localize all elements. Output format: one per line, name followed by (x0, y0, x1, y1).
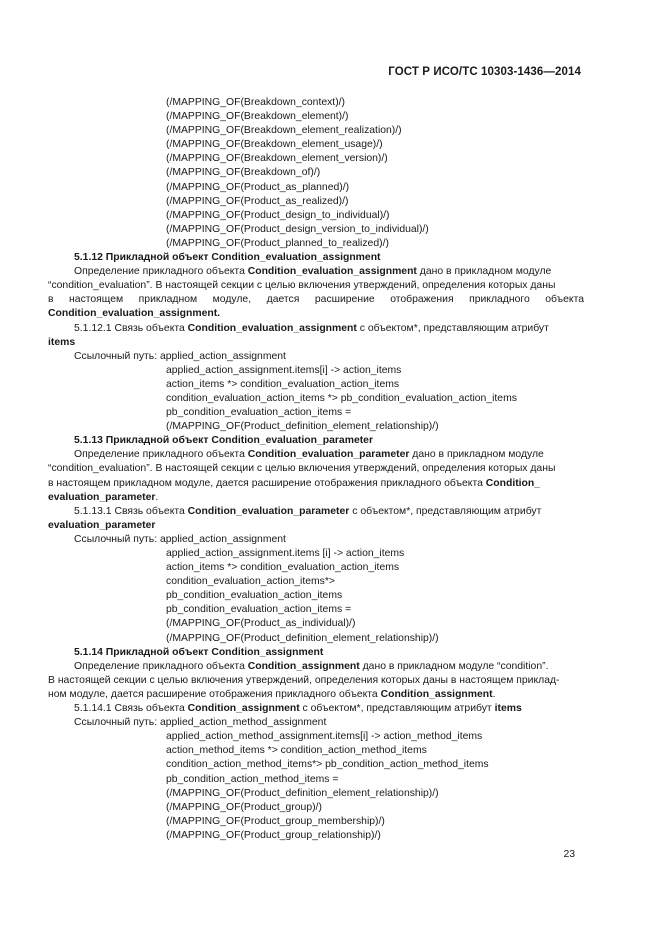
section-heading-5-1-13: 5.1.13 Прикладной объект Condition_evaluation_parameter (74, 435, 374, 447)
paragraph-line: ном модуле, дается расширение отображения прикладного объекта Condition_assignment. (48, 688, 496, 700)
reference-path-line: applied_action_assignment.items[i] -> action_items (166, 364, 402, 376)
paragraph-line: в настоящем прикладном модуле, дается расширение отображения прикладного объекта Condition_ (48, 477, 541, 489)
reference-path-line: (/MAPPING_OF(Product_group_relationship)/) (166, 829, 381, 841)
subsection-attribute: items (48, 336, 76, 348)
mapping-line: (/MAPPING_OF(Product_design_to_individual)/) (166, 209, 390, 221)
mapping-line: (/MAPPING_OF(Breakdown_element_version)/) (166, 153, 388, 165)
mapping-line: (/MAPPING_OF(Product_design_version_to_individual)/) (166, 223, 429, 235)
reference-path-line: Ссылочный путь: applied_action_assignment (74, 533, 286, 545)
section-heading-5-1-12: 5.1.12 Прикладной объект Condition_evaluation_assignment (74, 252, 381, 264)
reference-path-line: condition_evaluation_action_items*> (166, 576, 335, 588)
reference-path-line: condition_action_method_items*> pb_condition_action_method_items (166, 759, 489, 771)
paragraph-line: Определение прикладного объекта Condition_assignment дано в прикладном модуле “condition”. (74, 660, 549, 672)
mapping-line: (/MAPPING_OF(Breakdown_element)/) (166, 111, 349, 123)
paragraph-line: “condition_evaluation”. В настоящей секции с целью включения утверждений, определения которых даны (48, 463, 556, 475)
paragraph-line: Определение прикладного объекта Condition_evaluation_parameter дано в прикладном модуле (74, 449, 544, 461)
reference-path-line: action_items *> condition_evaluation_action_items (166, 562, 400, 574)
paragraph-line: Определение прикладного объекта Condition_evaluation_assignment дано в прикладном модуле (74, 266, 552, 278)
reference-path-line: pb_condition_evaluation_action_items = (166, 407, 352, 419)
page-number: 23 (563, 849, 575, 860)
mapping-line: (/MAPPING_OF(Product_as_realized)/) (166, 195, 349, 207)
paragraph-line: в настоящем прикладном модуле, дается расширение отображения прикладного объекта (48, 294, 584, 306)
reference-path-line: (/MAPPING_OF(Product_definition_element_relationship)/) (166, 421, 439, 433)
subsection-attribute: evaluation_parameter (48, 519, 156, 531)
mapping-line: (/MAPPING_OF(Breakdown_context)/) (166, 97, 346, 108)
reference-path-line: pb_condition_action_method_items = (166, 773, 339, 785)
document-body (48, 96, 584, 843)
reference-path-line: (/MAPPING_OF(Product_definition_element_relationship)/) (166, 787, 439, 799)
reference-path-line: action_method_items *> condition_action_method_items (166, 745, 427, 757)
mapping-line: (/MAPPING_OF(Product_planned_to_realized)/) (166, 237, 389, 249)
reference-path-line: (/MAPPING_OF(Product_as_individual)/) (166, 618, 356, 630)
section-heading-5-1-14: 5.1.14 Прикладной объект Condition_assignment (74, 646, 324, 658)
paragraph-line: “condition_evaluation”. В настоящей секции с целью включения утверждений, определения которых даны (48, 280, 556, 292)
paragraph-line: evaluation_parameter. (48, 491, 159, 503)
reference-path-line: pb_condition_evaluation_action_items (166, 590, 343, 602)
reference-path-line: action_items *> condition_evaluation_action_items (166, 378, 400, 390)
reference-path-line: condition_evaluation_action_items *> pb_condition_evaluation_action_items (166, 392, 517, 404)
subsection-heading-5-1-13-1: 5.1.13.1 Связь объекта Condition_evaluation_parameter с объектом*, представляющим атрибут (74, 505, 542, 517)
mapping-line: (/MAPPING_OF(Product_as_planned)/) (166, 181, 350, 193)
mapping-line: (/MAPPING_OF(Breakdown_element_realization)/) (166, 125, 402, 137)
reference-path-line: applied_action_assignment.items [i] -> action_items (166, 548, 405, 559)
reference-path-line: (/MAPPING_OF(Product_group)/) (166, 801, 322, 813)
reference-path-line: pb_condition_evaluation_action_items = (166, 604, 352, 616)
document-header: ГОСТ Р ИСО/ТС 10303-1436—2014 (388, 66, 581, 78)
subsection-heading-5-1-12-1: 5.1.12.1 Связь объекта Condition_evaluation_assignment с объектом*, представляющим атрибут (74, 322, 549, 334)
mapping-line: (/MAPPING_OF(Breakdown_element_usage)/) (166, 139, 383, 151)
subsection-heading-5-1-14-1: 5.1.14.1 Связь объекта Condition_assignment с объектом*, представляющим атрибут items (74, 703, 522, 715)
paragraph-line: Condition_evaluation_assignment. (48, 308, 221, 320)
reference-path-line: Ссылочный путь: applied_action_assignment (74, 350, 286, 362)
reference-path-line: applied_action_method_assignment.items[i] -> action_method_items (166, 731, 483, 743)
reference-path-line: (/MAPPING_OF(Product_group_membership)/) (166, 815, 385, 827)
paragraph-line: В настоящей секции с целью включения утверждений, определения которых даны в настоящем приклад- (48, 674, 560, 686)
reference-path-line: Ссылочный путь: applied_action_method_assignment (74, 717, 327, 729)
reference-path-line: (/MAPPING_OF(Product_definition_element_relationship)/) (166, 632, 439, 644)
mapping-line: (/MAPPING_OF(Breakdown_of)/) (166, 167, 321, 179)
